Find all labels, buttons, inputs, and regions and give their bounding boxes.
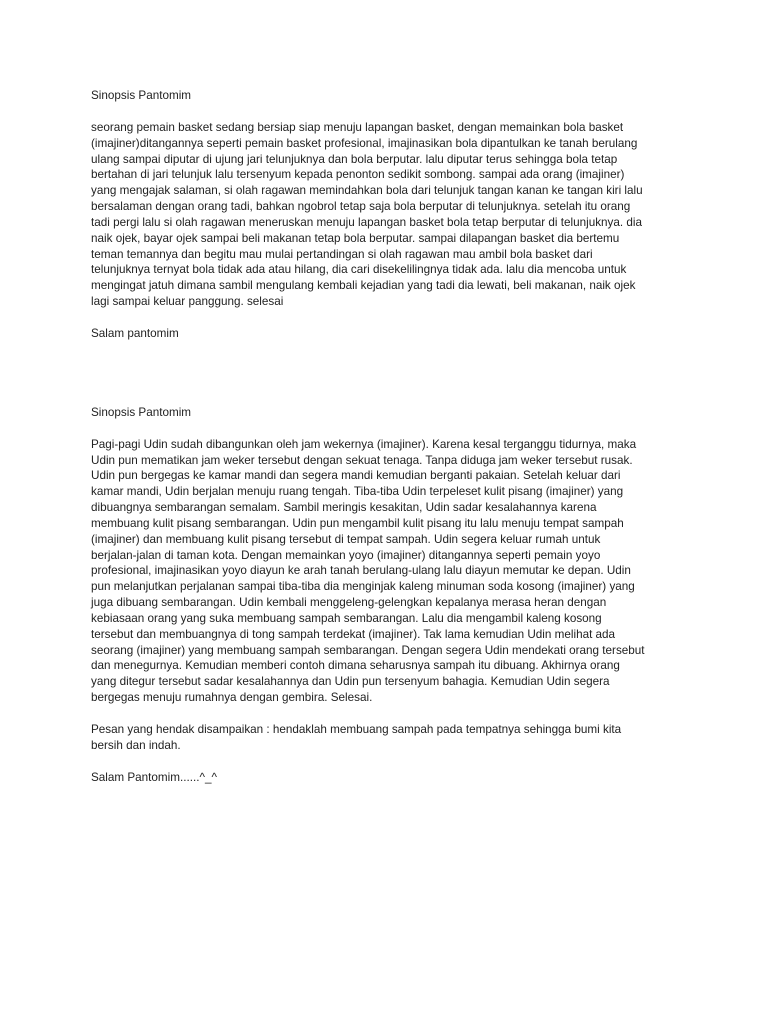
section2-closing: Salam Pantomim......^_^ — [91, 770, 217, 784]
section1-title: Sinopsis Pantomim — [91, 89, 192, 102]
section1-body: seorang pemain basket sedang bersiap siap menuju lapangan basket, dengan memainkan bola basket (imajiner)ditangannya seperti pemain basket profesional, imajinasikan bola dipantulkan ke tanah berulang ulang sampai diputar di ujung jari telunjuknya dan bola berputar. lalu diputar terus sehingga bola tetap bertahan di jari telunjuk lalu tersenyum kepada penonton sedikit sombong. sampai ada orang (imajiner) yang mengajak salaman, si olah ragawan memindahkan bola dari telunjuk tangan kanan ke tangan kiri lalu bersalaman dengan orang tadi, bahkan ngobrol tetap saja bola berputar di telunjuknya. setelah itu orang tadi pergi lalu si olah ragawan meneruskan menuju lapangan basket bola tetap berputar di telunjuknya. dia naik ojek, bayar ojek sampai beli makanan tetap bola berputar. sampai dilapangan basket dia bertemu teman temannya dan begitu mau mulai pertandingan si olah ragawan mau ambil bola basket dari telunjuknya ternyat bola tidak ada atau hilang, dia cari disekelilingnya tidak ada. lalu dia mencoba untuk mengingat jatuh dimana sambil mengulang kembali kejadian yang tadi dia lewati, beli makanan, naik ojek lagi sampai keluar panggung. selesai — [91, 120, 643, 309]
document-page — [91, 88, 683, 786]
section2-title: Sinopsis Pantomim — [91, 405, 192, 419]
section2-body: Pagi-pagi Udin sudah dibangunkan oleh jam wekernya (imajiner). Karena kesal terganggu tidurnya, maka Udin pun mematikan jam weker tersebut dengan sekuat tenaga. Tanpa diduga jam weker tersebut rusak. Udin pun bergegas ke kamar mandi dan segera mandi kemudian berganti pakaian. Setelah keluar dari kamar mandi, Udin berjalan menuju ruang tengah. Tiba-tiba Udin terpeleset kulit pisang (imajiner) yang dibuangnya sembarangan semalam. Sambil meringis kesakitan, Udin sadar kesalahannya karena membuang kulit pisang sembarangan. Udin pun mengambil kulit pisang itu lalu menuju tempat sampah (imajiner) dan membuang kulit pisang tersebut di tempat sampah. Udin segera keluar rumah untuk berjalan-jalan di taman kota. Dengan memainkan yoyo (imajiner) ditangannya seperti pemain yoyo profesional, imajinasikan yoyo diayun ke arah tanah berulang-ulang lalu diayun memutar ke depan. Udin pun melanjutkan perjalanan sampai tiba-tiba dia menginjak kaleng minuman soda kosong (imajiner) yang juga dibuang sembarangan. Udin kembali menggeleng-gelengkan kepalanya merasa heran dengan kebiasaan orang yang suka membuang sampah sembarangan. Lalu dia mengambil kaleng kosong tersebut dan membuangnya di tong sampah terdekat (imajiner). Tak lama kemudian Udin melihat ada seorang (imajiner) yang membuang sampah sembarangan. Dengan segera Udin mendekati orang tersebut dan menegurnya. Kemudian memberi contoh dimana seharusnya sampah itu dibuang. Akhirnya orang yang ditegur tersebut sadar kesalahannya dan Udin pun tersenyum bahagia. Kemudian Udin segera bergegas menuju rumahnya dengan gembira. Selesai. — [91, 437, 645, 705]
section1-closing: Salam pantomim — [91, 326, 179, 340]
section2-message: Pesan yang hendak disampaikan : hendaklah membuang sampah pada tempatnya sehingga bumi kita bersih dan indah. — [91, 723, 622, 752]
